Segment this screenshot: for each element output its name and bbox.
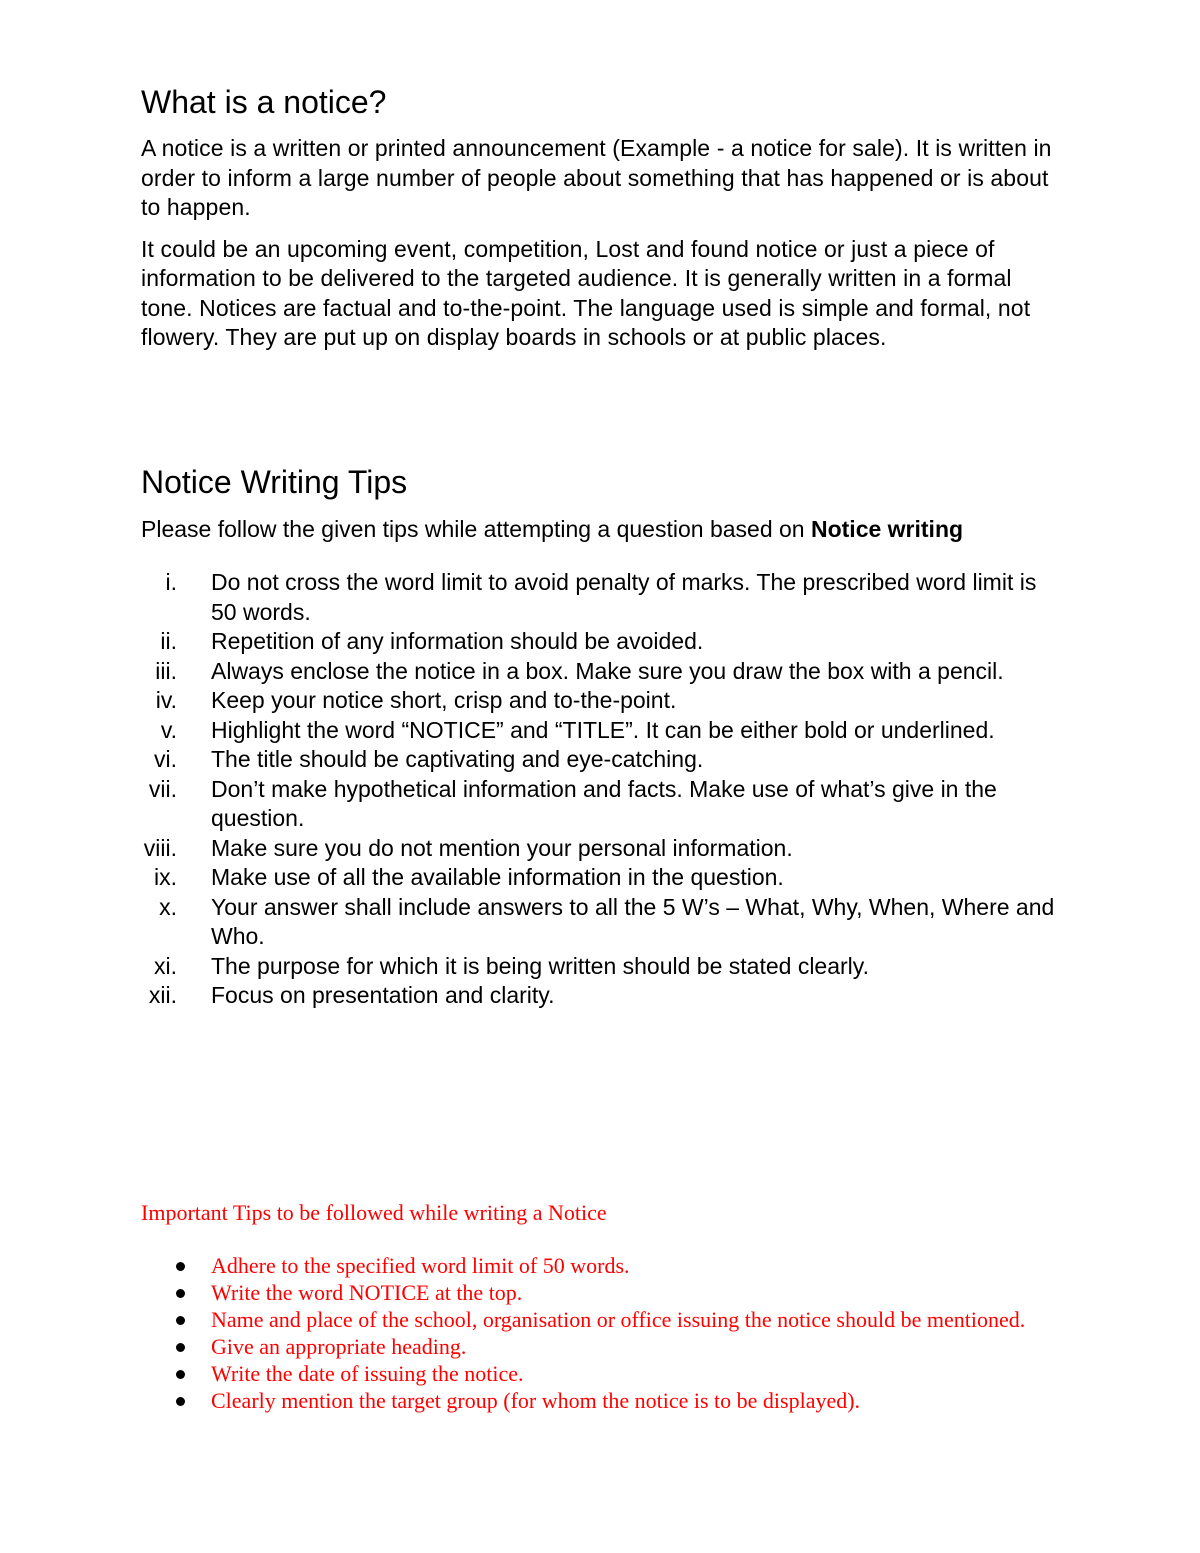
tips-list-item xyxy=(141,716,1061,746)
tip-number: viii. xyxy=(143,834,177,861)
tip-text: Do not cross the word limit to avoid penalty of marks. The prescribed word limit is 50 words. xyxy=(211,569,1037,625)
important-tip-text: Name and place of the school, organisation or office issuing the notice should be mentioned. xyxy=(211,1307,1026,1332)
tips-list-item xyxy=(141,627,1061,657)
tips-list-item xyxy=(141,981,1061,1011)
tip-number: i. xyxy=(165,569,177,595)
tip-text: Keep your notice short, crisp and to-the-point. xyxy=(211,687,677,713)
section-notice-writing-tips xyxy=(141,462,1061,1011)
tips-list-item xyxy=(141,893,1061,952)
tip-number: vii. xyxy=(148,775,177,802)
heading-notice-writing-tips: Notice Writing Tips xyxy=(141,464,408,500)
tip-number: v. xyxy=(160,716,177,743)
important-tips-list xyxy=(141,1252,1061,1414)
tips-list xyxy=(141,568,1061,1011)
important-tip-text: Write the date of issuing the notice. xyxy=(211,1361,524,1386)
bullet-icon xyxy=(176,1262,185,1271)
heading-what-is-notice: What is a notice? xyxy=(141,84,387,120)
tips-list-item xyxy=(141,745,1061,775)
tip-number: x. xyxy=(159,893,177,920)
tips-intro-bold: Notice writing xyxy=(810,516,964,542)
tips-list-item xyxy=(141,657,1061,687)
tip-text: The purpose for which it is being written should be stated clearly. xyxy=(211,952,869,979)
bullet-icon xyxy=(176,1343,185,1352)
tip-number: iv. xyxy=(155,687,177,713)
tips-list-item xyxy=(141,952,1061,982)
paragraph-definition: A notice is a written or printed announcement (Example - a notice for sale). It is written in order to inform a large number of people about something that has happened or is about to happen. xyxy=(141,135,1052,220)
tip-text: Highlight the word “NOTICE” and “TITLE”. It can be either bold or underlined. xyxy=(211,716,995,743)
tip-text: Always enclose the notice in a box. Make sure you draw the box with a pencil. xyxy=(211,657,1004,684)
tip-text: Focus on presentation and clarity. xyxy=(211,982,555,1008)
tips-list-item xyxy=(141,568,1061,627)
important-tips-title: Important Tips to be followed while writing a Notice xyxy=(141,1200,607,1225)
tips-list-item xyxy=(141,834,1061,864)
section-what-is-notice xyxy=(141,82,1061,365)
bullet-icon xyxy=(176,1316,185,1325)
important-tip-text: Adhere to the specified word limit of 50 words. xyxy=(211,1253,630,1278)
bullet-icon xyxy=(176,1370,185,1379)
tip-number: ii. xyxy=(160,628,177,654)
tip-number: vi. xyxy=(154,746,177,772)
tip-number: ix. xyxy=(154,864,177,890)
tips-intro xyxy=(141,514,1061,544)
tip-text: Don’t make hypothetical information and facts. Make use of what’s give in the question. xyxy=(211,775,997,831)
important-tips-item xyxy=(141,1333,1061,1360)
important-tips-item xyxy=(141,1306,1061,1333)
important-tips-item xyxy=(141,1279,1061,1306)
tip-text: Your answer shall include answers to all the 5 W’s – What, Why, When, Where and Who. xyxy=(211,893,1055,949)
important-tips-item xyxy=(141,1252,1061,1279)
important-tip-text: Give an appropriate heading. xyxy=(211,1334,467,1359)
tip-number: xii. xyxy=(148,982,177,1008)
tip-text: The title should be captivating and eye-catching. xyxy=(211,746,704,772)
tips-list-item xyxy=(141,686,1061,716)
important-tip-text: Clearly mention the target group (for whom the notice is to be displayed). xyxy=(211,1388,861,1413)
bullet-icon xyxy=(176,1289,185,1298)
tip-text: Make use of all the available information in the question. xyxy=(211,864,784,890)
tip-number: xi. xyxy=(154,952,177,979)
paragraph-description: It could be an upcoming event, competition, Lost and found notice or just a piece of information to be delivered to the targeted audience. It is generally written in a formal tone. Notices are factual and to-the-point. The language used is simple and formal, not flowery. They are put up on display boards in schools or at public places. xyxy=(141,235,1031,350)
important-tips-item xyxy=(141,1360,1061,1387)
tip-text: Make sure you do not mention your personal information. xyxy=(211,834,793,861)
important-tips-item xyxy=(141,1387,1061,1414)
section-important-tips xyxy=(141,1198,1061,1414)
tip-number: iii. xyxy=(155,657,177,684)
important-tip-text: Write the word NOTICE at the top. xyxy=(211,1280,523,1305)
tips-intro-text: Please follow the given tips while attempting a question based on xyxy=(141,516,811,542)
tips-list-item xyxy=(141,775,1061,834)
bullet-icon xyxy=(176,1397,185,1406)
tips-list-item xyxy=(141,863,1061,893)
tip-text: Repetition of any information should be avoided. xyxy=(211,628,704,654)
